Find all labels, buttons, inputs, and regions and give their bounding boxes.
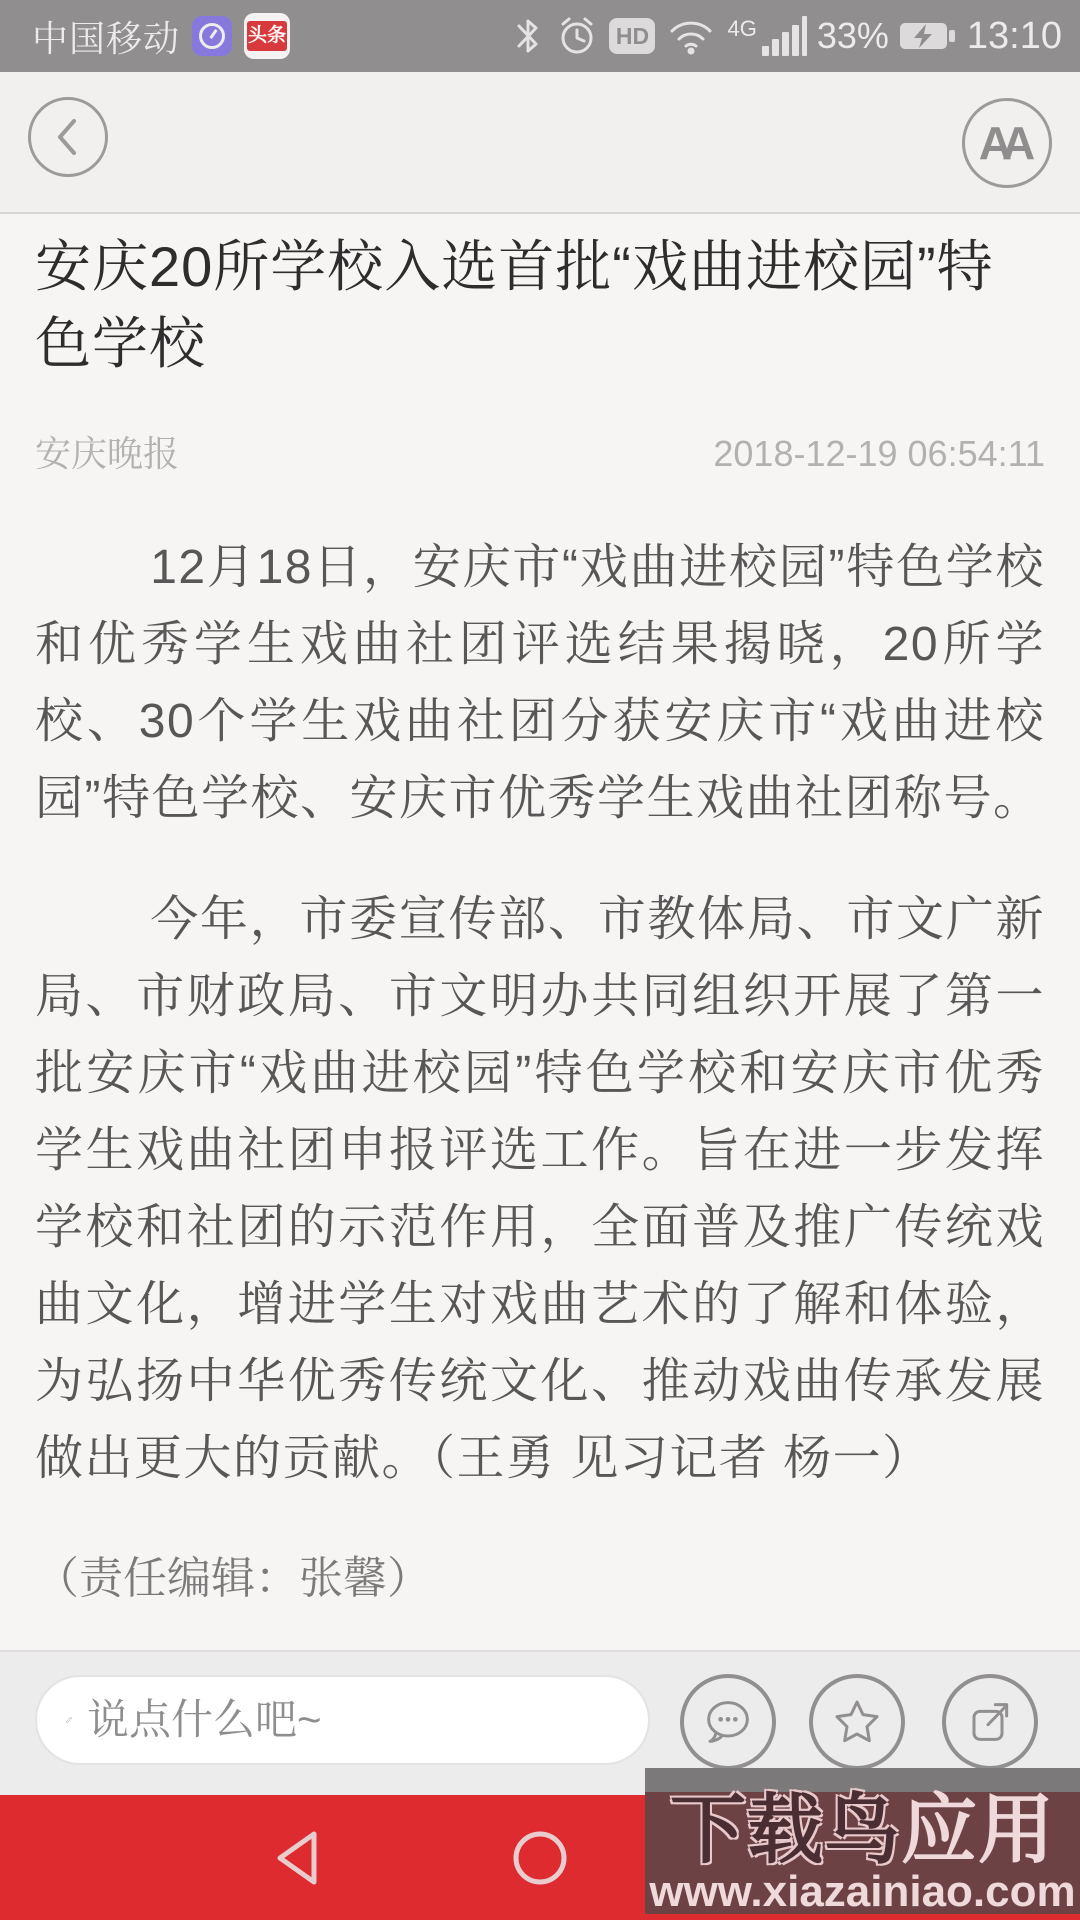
wifi-icon [665, 15, 717, 57]
home-circle-icon [510, 1828, 570, 1888]
article-content [0, 214, 1080, 1650]
share-icon [958, 1690, 1022, 1754]
back-button[interactable] [28, 97, 108, 177]
comment-input-pill[interactable] [35, 1675, 650, 1765]
favorite-button[interactable] [809, 1674, 905, 1770]
toutiao-badge-label: 头条 [247, 21, 287, 51]
article-meta [35, 426, 1045, 477]
network-type-label: 4G [727, 16, 757, 41]
clock-label: 13:10 [966, 14, 1062, 57]
watermark-title [645, 1788, 1080, 1873]
status-bar-left [18, 11, 290, 62]
watermark-title-outlined: 下载鸟 [670, 1788, 901, 1873]
comment-input[interactable] [87, 1696, 628, 1744]
watermark-url: www.xiazainiao.com [649, 1867, 1076, 1914]
comment-bubble-icon [696, 1690, 760, 1754]
pencil-icon [65, 1699, 73, 1741]
article-source[interactable]: 安庆晚报 [35, 433, 180, 474]
signal-icon [727, 16, 806, 56]
article-toolbar [0, 72, 1080, 214]
status-bar-right [511, 14, 1062, 58]
alarm-icon [555, 14, 599, 58]
status-bar [0, 0, 1080, 72]
article-date: 2018-12-19 06:54:11 [713, 433, 1045, 474]
font-size-button[interactable] [962, 98, 1052, 188]
font-size-label: AA [978, 117, 1026, 169]
toutiao-app-icon [244, 13, 290, 59]
watermark-title-filled: 应用 [901, 1788, 1055, 1873]
article-paragraph: 今年，市委宣传部、市教体局、市文广新局、市财政局、市文明办共同组织开展了第一批安庆市“戏曲进校园”特色学校和安庆市优秀学生戏曲社团申报评选工作。旨在进一步发挥学校和社团的示范作用，全面普及推广传统戏曲文化，增进学生对戏曲艺术的了解和体验，为弘扬中华优秀传统文化、推动戏曲传承发展做出更大的贡献。（王勇 见习记者 杨一） [35, 893, 1045, 1485]
battery-icon [899, 21, 957, 51]
carrier-label: 中国移动 [32, 17, 181, 59]
star-icon [825, 1690, 889, 1754]
chevron-left-icon [48, 113, 88, 161]
battery-percent-label: 33% [816, 15, 889, 56]
editor-note: （责任编辑：张馨） [35, 1554, 431, 1603]
android-back-button[interactable] [270, 1828, 330, 1888]
article-title: 安庆20所学校入选首批“戏曲进校园”特色学校 [35, 235, 994, 375]
watermark [645, 1768, 1080, 1914]
bluetooth-icon [511, 15, 545, 57]
comments-button[interactable] [680, 1674, 776, 1770]
android-home-button[interactable] [510, 1828, 570, 1888]
article-paragraph: 12月18日，安庆市“戏曲进校园”特色学校和优秀学生戏曲社团评选结果揭晓，20所学校、30个学生戏曲社团分获安庆市“戏曲进校园”特色学校、安庆市优秀学生戏曲社团称号。 [35, 541, 1045, 825]
clock-app-icon [192, 16, 232, 56]
back-triangle-icon [270, 1828, 330, 1888]
hd-icon: HD [609, 18, 655, 54]
share-button[interactable] [942, 1674, 1038, 1770]
